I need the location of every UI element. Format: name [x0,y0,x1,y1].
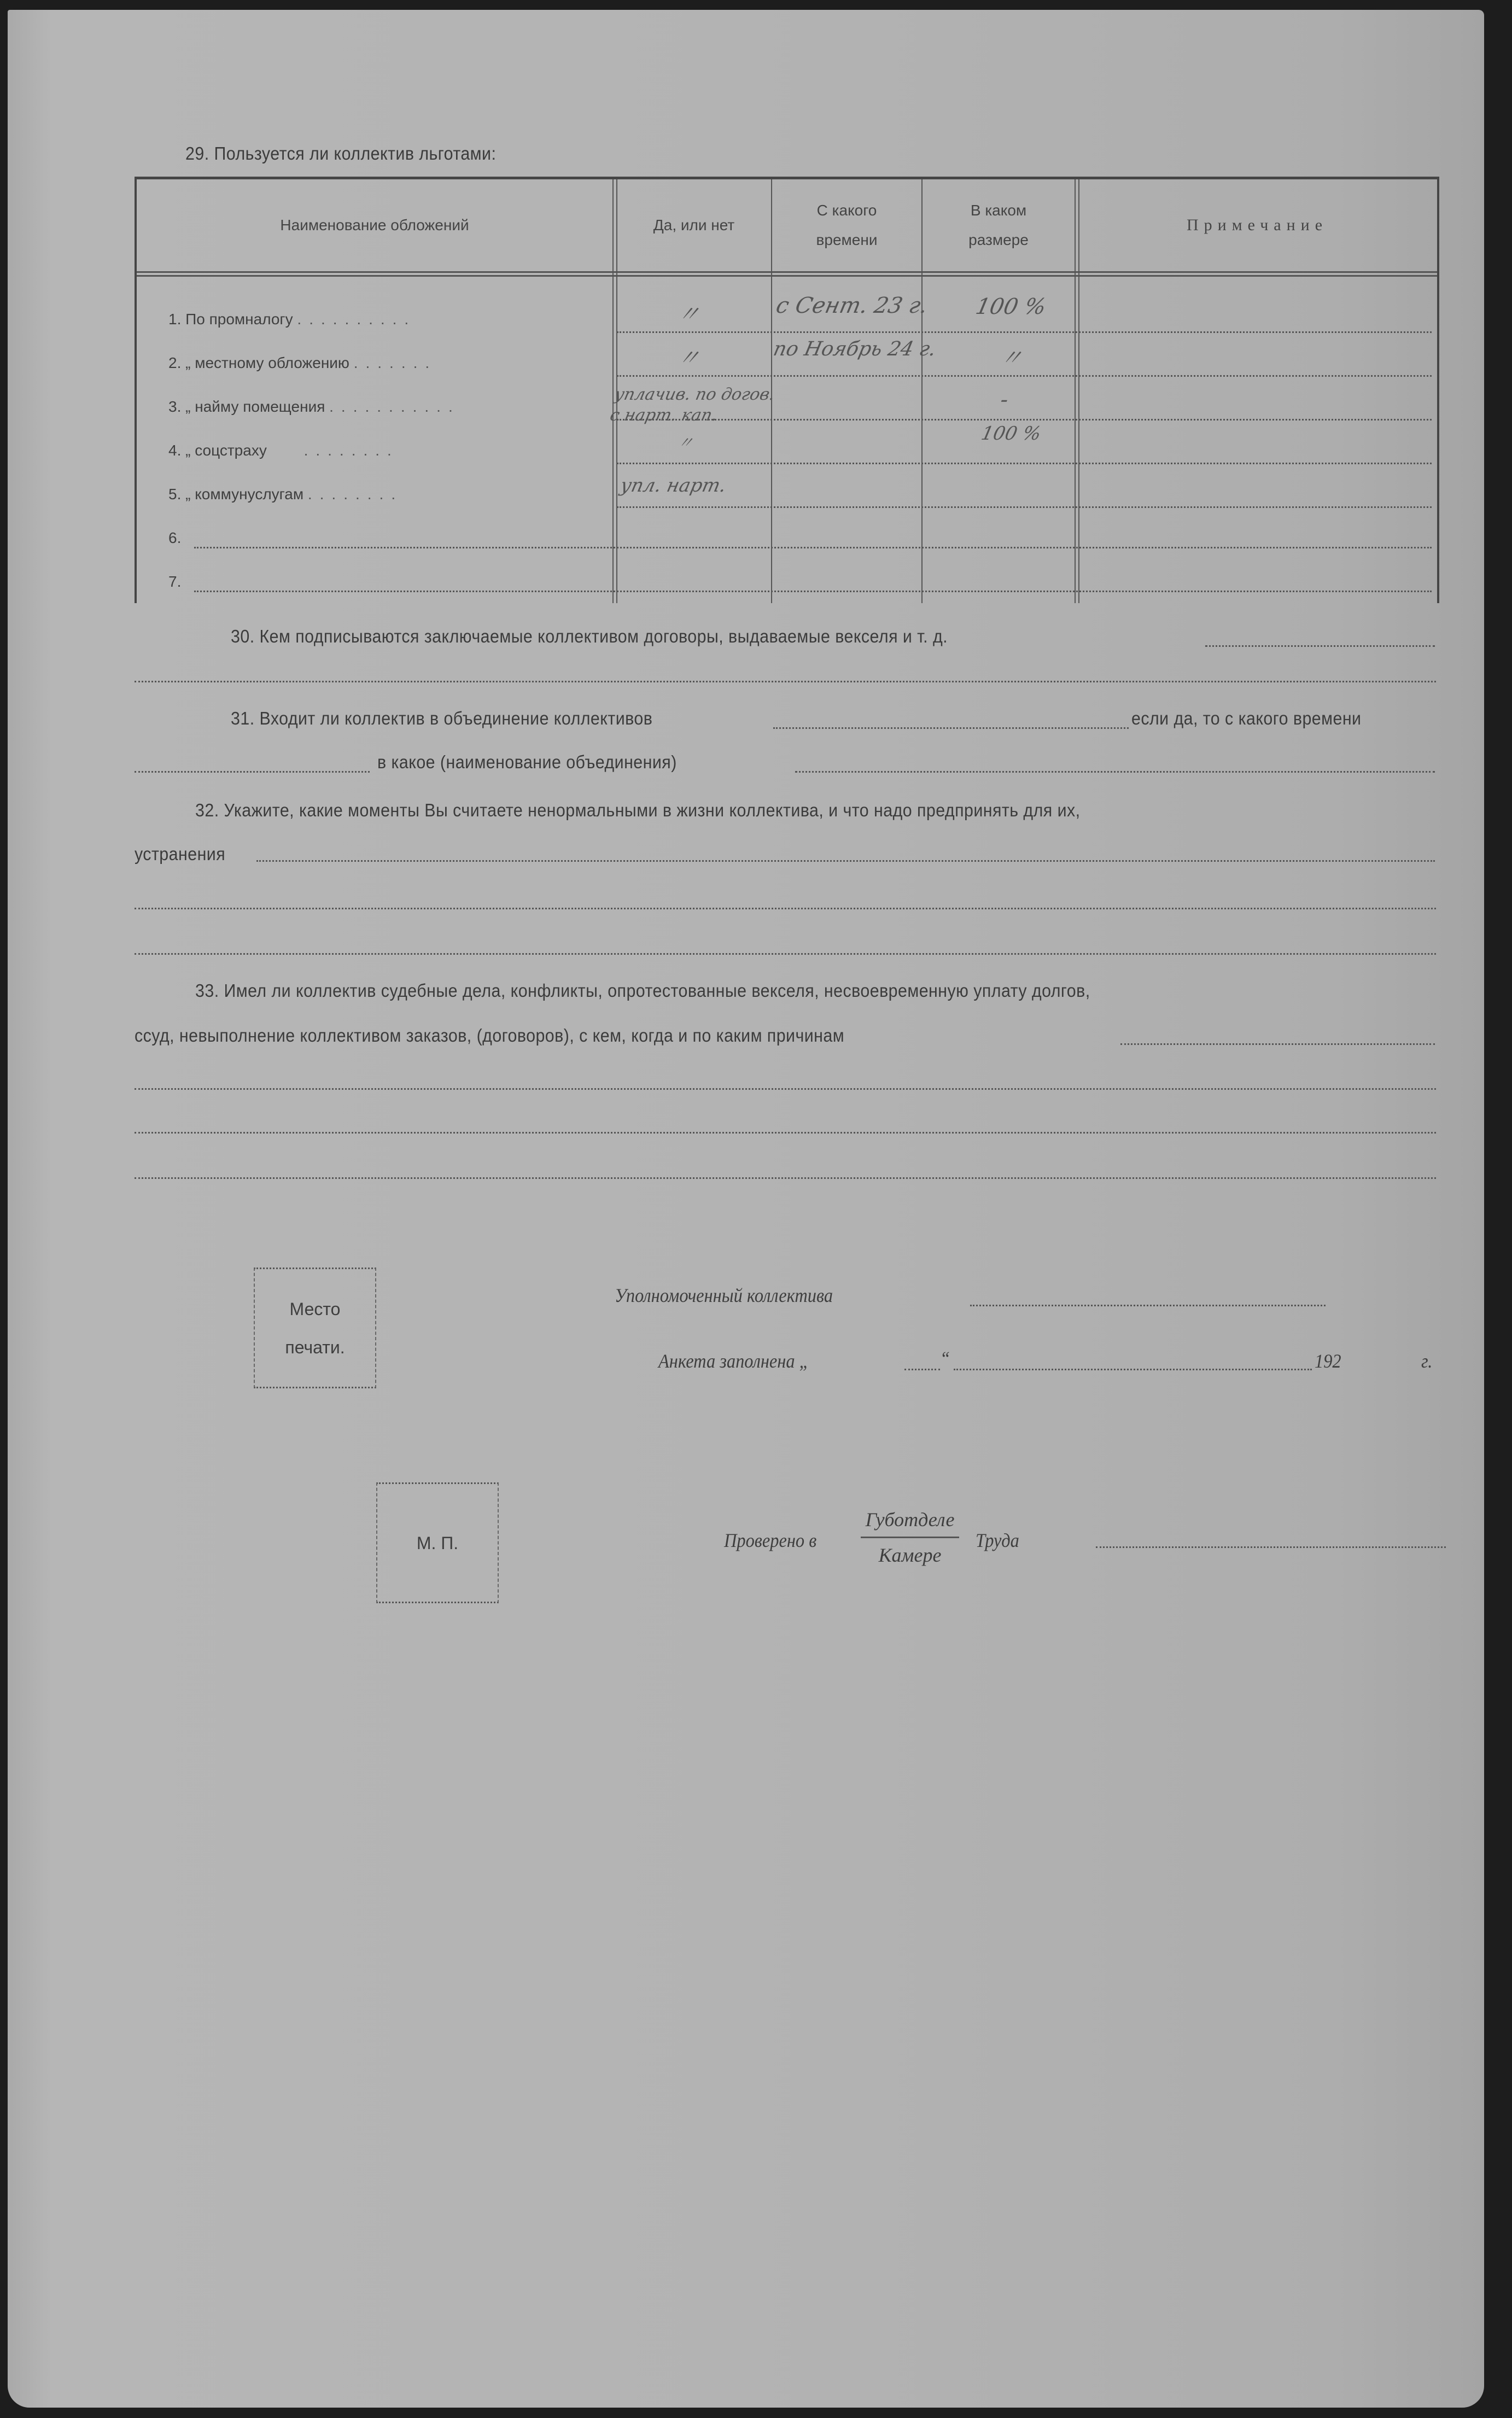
filled-date-label: Анкета заполнена „ [658,1350,809,1372]
row-since[interactable]: с Сент. 23 г. [774,293,930,318]
year-suffix: г. [1421,1350,1433,1372]
fraction-top: Губотделе [865,1509,955,1531]
checked-label: Проверено в [724,1529,817,1551]
answer-line-33b[interactable] [135,1088,1436,1090]
table-header-name [137,179,612,271]
authorized-signature-line[interactable] [970,1305,1326,1306]
question-32-cont: устранения [135,844,226,864]
answer-line-33a[interactable] [1120,1043,1435,1045]
header-label-line: размере [968,231,1029,248]
year-prefix: 192 [1315,1350,1341,1372]
seal-label-line: печати. [285,1337,345,1357]
row-size[interactable]: 100 % [979,423,1043,445]
seal-mp-box [376,1482,499,1603]
filled-day-line[interactable] [904,1369,940,1370]
row-label: 2. „ местному обложению ....... [168,354,437,371]
row-rule[interactable] [194,547,1432,548]
row-answer[interactable]: 〃 [676,434,696,452]
question-33: 33. Имел ли коллектив судебные дела, конфликты, опротестованные векселя, несвоевременную уплату долгов, [195,980,1090,1001]
question-32: 32. Укажите, какие моменты Вы считаете ненормальными в жизни коллектива, и что надо предпринять для их, [195,800,1081,820]
row-answer[interactable]: 〃 [675,302,703,327]
question-31-since: если да, то с какого времени [1131,708,1362,728]
row-rule[interactable] [617,375,1432,377]
answer-line-31-which[interactable] [795,771,1435,773]
question-30: 30. Кем подписываются заключаемые коллективом договоры, выдаваемые векселя и т. д. [231,626,948,646]
authorized-label: Уполномоченный коллектива [615,1284,833,1306]
row-since[interactable]: по Ноябрь 24 г. [771,338,938,360]
header-label-line: В каком [970,202,1027,219]
row-label: 5. „ коммунуслугам ........ [168,486,404,503]
seal-place-box [254,1268,376,1388]
question-29-title: 29. Пользуется ли коллектив льготами: [185,143,497,163]
document-page [8,10,1484,2408]
table-header-since [772,179,921,271]
answer-line-32b[interactable] [135,908,1436,909]
header-separator [137,271,1437,277]
labor-label: Труда [976,1529,1019,1551]
header-label: Да, или нет [653,217,735,233]
filled-month-line[interactable] [954,1369,1312,1370]
answer-line-31-since[interactable] [135,771,370,773]
table-header-size [923,179,1075,271]
question-33-cont: ссуд, невыполнение коллективом заказов, (договоров), с кем, когда и по каким причинам [135,1025,845,1046]
table-column-divider [1075,179,1079,603]
question-31-which: в какое (наименование объединения) [377,752,677,772]
row-label: 7. [168,573,182,590]
row-answer[interactable]: 〃 [675,346,703,371]
answer-line-32c[interactable] [135,953,1436,955]
row-rule[interactable] [617,506,1432,508]
header-label: Наименование обложений [280,217,469,233]
row-size[interactable]: 100 % [973,294,1048,319]
question-31: 31. Входит ли коллектив в объединение коллективов [231,708,653,728]
fraction-bar [861,1537,959,1538]
row-rule[interactable] [194,591,1432,592]
answer-line-33c[interactable] [135,1132,1436,1134]
row-answer[interactable]: упл. нарт. [618,475,728,497]
answer-line-32a[interactable] [256,860,1435,862]
row-label: 1. По промналогу .......... [168,311,417,328]
row-rule[interactable] [617,463,1432,464]
row-label: 6. [168,529,182,546]
seal-mp-label: М. П. [416,1533,459,1553]
header-label-line: С какого [816,202,877,219]
row-label: 4. „ соцстраху ........ [168,442,399,459]
answer-line-31[interactable] [773,727,1129,729]
fraction-bottom: Камере [878,1544,942,1566]
header-label: Примечание [1186,216,1328,234]
benefits-table [135,177,1439,603]
answer-line-30b[interactable] [135,681,1436,682]
row-size[interactable]: - [998,387,1011,412]
table-header-yes-no [617,179,771,271]
row-label: 3. „ найму помещения ........... [168,398,460,415]
seal-label-line: Место [289,1299,341,1319]
row-rule[interactable] [617,331,1432,333]
answer-line-33d[interactable] [135,1177,1436,1179]
department-fraction [861,1508,959,1567]
row-answer[interactable]: уплачив. по догов. с нарт. кап. [608,385,777,425]
answer-line-30[interactable] [1205,645,1435,647]
quote-mark: “ [940,1347,950,1369]
table-header-note [1079,179,1435,271]
checked-signature-line[interactable] [1096,1546,1446,1548]
header-label-line: времени [816,231,878,248]
row-size[interactable]: 〃 [997,346,1025,371]
